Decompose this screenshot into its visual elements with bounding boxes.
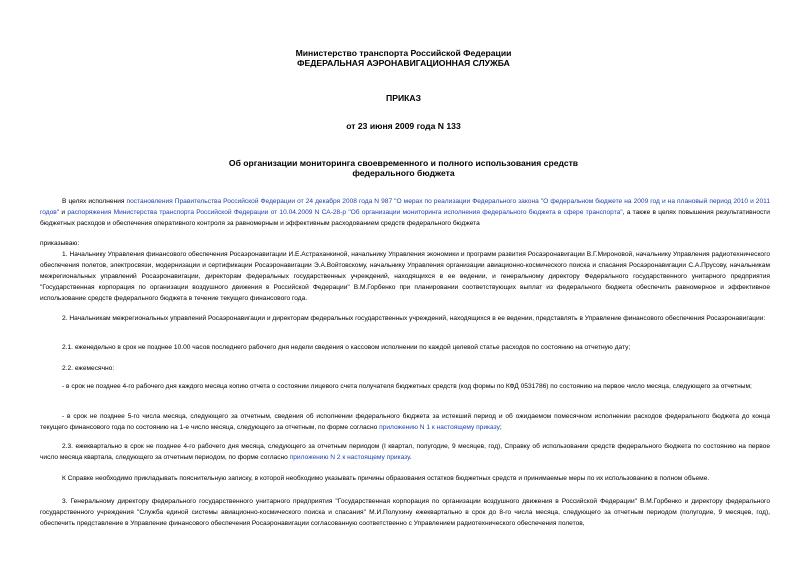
ministry-name: Министерство транспорта Российской Федерации [295,48,512,58]
paragraph-1: 1. Начальнику Управления финансового обеспечения Росаэронавигации И.Е.Астраханкиной, начальнику Управления экономики и программ развития Росаэронавигации В.Г.Мироновой, начальнику Управления радиотехнического обеспечения полетов, электросвязи, модернизации и сертификации Росаэронавигации Э.А.Войтовскому, начальнику Управления организации авиационно-космического поиска и спасания Росаэронавигации С.А.Прусову, начальникам межрегиональных управлений Росаэронавигации, директорам федеральных государственных учреждений, находящихся в ее ведении, и генеральному директору Федерального государственного унитарного предприятия "Государственная корпорация по организации воздушного движения в Российской Федерации" В.М.Горбенко при планировании соответствующих выплат из федерального бюджета обеспечить равномерное и эффективное использование средств федерального бюджета в течение текущего финансового года. [40,251,770,302]
intro-text-3: , а также в целях повышения результативности бюджетных расходов и обеспечения оперативного контроля за равномерным и эффективным расходованием средств федерального бюджета [40,209,770,227]
doc-type: ПРИКАЗ [386,93,421,103]
doc-title-line2: федерального бюджета [352,168,455,178]
agency-name: ФЕДЕРАЛЬНАЯ АЭРОНАВИГАЦИОННАЯ СЛУЖБА [297,58,510,68]
date-number: от 23 июня 2009 года N 133 [346,121,461,131]
link-appendix-1[interactable]: приложению N 1 к настоящему приказу [379,424,500,431]
paragraph-3: 3. Генеральному директору федерального государственного унитарного предприятия "Государственная корпорация по организации воздушного движения в Российской Федерации" В.М.Горбенко и директору федерального государственного учреждения "Служба единой системы авиационно-космического поиска и спасания" М.И.Полухину ежеквартально в срок до 8-го числа месяца, следующего за отчетным периодом (полугодие, 9 месяцев, год), обеспечить представление в Управление финансового обеспечения Росаэронавигации согласованную соответственно с Управлением радиотехнического обеспечения полетов, [40,498,770,527]
paragraph-2-3 [40,441,770,463]
p22b-text-2: ; [499,424,502,431]
p22b-text-1: - в срок не позднее 5-го числа месяца, следующего за отчетным, сведения об исполнении федерального бюджета за истекший период и об ожидаемом помесячном исполнении расходов федерального бюджета до конца текущего финансового года по состоянию на 1-е число месяца, следующего за отчетным, по форме согласно [40,413,770,431]
link-ministry-order[interactable]: распоряжения Министерства транспорта Российской Федерации от 10.04.2009 N СА-28-р "Об организации мониторинга исполнения федерального бюджета в сфере транспорта" [67,209,623,216]
paragraph-2-1: 2.1. еженедельно в срок не позднее 10.00 часов последнего рабочего дня недели сведения о кассовом исполнении по каждой целевой статье расходов по состоянию на отчетную дату; [62,344,631,351]
paragraph-2-2-a: - в срок не позднее 4-го рабочего дня каждого месяца копию отчета о состоянии лицевого счета получателя бюджетных средств (код формы по КФД 0531786) по состоянию на первое число месяца, следующего за отчетным; [62,383,752,390]
paragraph-2: 2. Начальникам межрегиональных управлений Росаэронавигации и директорам федеральных государственных учреждений, находящихся в ее ведении, представлять в Управление финансового обеспечения Росаэронавигации: [62,315,766,322]
orders-word: приказываю: [40,240,80,247]
paragraph-2-2-b [40,411,770,433]
doc-title-line1: Об организации мониторинга своевременного и полного использования средств [228,158,579,168]
link-government-decree[interactable]: постановления Правительства Российской Федерации от 24 декабря 2008 года N 987 "О мерах по реализации Федерального закона "О федеральном бюджете на 2009 год и на плановый период 2010 и 2011 годов" [40,198,770,216]
p23-text-1: 2.3. ежеквартально в срок не позднее 4-го рабочего дня месяца, следующего за отчетным периодом (I квартал, полугодие, 9 месяцев, год), Справку об использовании средств федерального бюджета по состоянию на первое число месяца квартала, следующего за отчетным периодом, по форме согласно [40,443,770,461]
paragraph-2-2: 2.2. ежемесячно: [62,365,115,372]
link-appendix-2[interactable]: приложению N 2 к настоящему приказу [289,454,410,461]
paragraph-note: К Справке необходимо прикладывать пояснительную записку, в которой необходимо указывать причины образования остатков бюджетных средств и принимаемые меры по их использованию в полном объеме. [62,475,710,482]
intro-text-1: В целях исполнения [62,198,127,205]
p23-text-2: . [409,454,412,461]
intro-paragraph [40,196,770,229]
intro-text-2: и [59,209,68,216]
